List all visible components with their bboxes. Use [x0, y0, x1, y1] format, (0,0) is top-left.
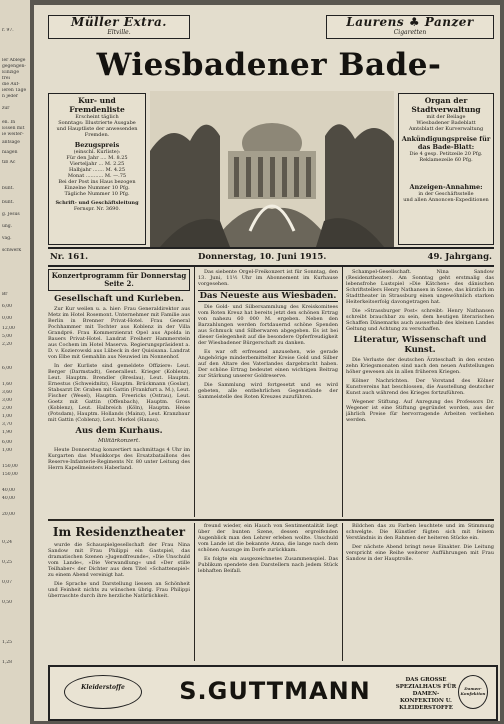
margin-number: 3,70: [2, 422, 13, 427]
ad-guttmann: [48, 665, 498, 721]
margin-fragment: niagen: [2, 150, 18, 155]
margin-number: 40,00: [2, 488, 15, 493]
price-line: Vierteljahr ... M. 2.25: [69, 161, 125, 167]
margin-fragment: schwerk: [2, 248, 22, 253]
section-heading: Das Neueste aus Wiesbaden.: [199, 291, 337, 301]
margin-number: 150,00: [2, 464, 18, 469]
info-line: Erscheint täglich: [75, 114, 119, 120]
ad-mueller-extra: [48, 15, 190, 39]
ad-guttmann-tagline: DAS GROSSE SPEZIALHAUS FÜR DAMEN-KONFEKTION U. KLEIDERSTOFFE: [395, 677, 457, 711]
margin-number: 20,00: [2, 512, 15, 517]
margin-number: Br: [2, 292, 8, 297]
paragraph: wurde die Schauspielgesellschaft der Frau Nina Sandow mit Frau Philippi ein Gastspiel, das dramatischen Szenen »Jugendfreunde«, »Die Unschuld vom Lande«, »Die Verwandlung« und »Der stille Teilhaber« der Dichter aus dem Titel »Schattenspiel« zu einem Abend vereinigt hat.: [48, 542, 190, 578]
theater-heading: Im Residenztheater: [52, 525, 186, 539]
info-line: Sonntags: Illustrierte Ausgabe: [58, 120, 136, 126]
section-heading: Gesellschaft und Kurleben.: [54, 294, 184, 304]
margin-number: 1,90: [2, 430, 13, 435]
margin-number: 3,00: [2, 398, 13, 403]
price-line: Einzelne Nummer 10 Pfg.: [64, 185, 130, 191]
margin-number: 0,25: [2, 560, 13, 565]
margin-fragment: ieren Tage: [2, 88, 27, 93]
paragraph: Die Sprache und Darstellung liessen an Schönheit und Feinheit nichts zu wünschen übrig. Frau Philippi überraschte durch ihre herzliche Natürlichkeit.: [48, 581, 190, 599]
margin-number: 6,00: [2, 304, 13, 309]
newspaper-page: [34, 5, 500, 721]
theater-col-1: [48, 523, 190, 661]
kurhaus-illustration: [150, 91, 394, 247]
paragraph: Es war oft erfreuend anzusehen, wie gerade Angehörige minderbemittelter Kreise Gold und Silber auf den Altare des Vaterlandes dargebracht haben. Der schöne Ertrag bedeutet einen wichtigen Beitrag zur Stärkung unserer Goldreserve.: [198, 349, 338, 379]
paragraph: Zur Kur weilen u. a. hier: Frau Generaldirektor aus Metz im Hotel Rosemont. Unternehmer mit Familie aus Berlin in Brenner Privat-Hotel. Frau General Pochhammer mit Tochter aus Koblenz in der Villa Grandpré. Frau Kommerzienrat Opel aus Apolda in Bauers Privat-Hotel. Landrat Freiherr Hammerstein aus Cochem im Hotel Maserva. Regierungspräsident a. D. v. Kozierowski aus Lübeck in der Quisisana. Landrat von Elbe mit Gemahlin aus Neuwied im Nonnenhof.: [48, 306, 190, 360]
ad-left-oval: Kleiderstoffe: [64, 675, 142, 709]
margin-number: 2,00: [2, 406, 13, 411]
annahme-title: Anzeigen-Annahme:: [409, 183, 483, 191]
paragraph: Die Verluste der deutschen Ärzteschaft in den ersten zehn Kriegsmonaten sind nach den neuen Aufstellungen höher gewesen als in allen früheren Kriegen.: [346, 357, 494, 375]
margin-number: 3,60: [2, 390, 13, 395]
paragraph: Schampel-Gesellschaft. Nina Sandow (Residenztheater). Am Sonntag geht erstmalig das lebensfrohe Lustspiel »Die Kätchen« des dänischen Schriftstellers Henry Nathansen in Szene, das kürzlich im Stadttheater in Strassburg einen ungewöhnlich starken Heiterkeitserfolg davongetragen hat.: [346, 269, 494, 305]
margin-fragment: bunt.: [2, 186, 14, 191]
ad-right-oval: Damen-Konfektion: [458, 675, 488, 709]
margin-fragment: bunt.: [2, 200, 14, 205]
margin-fragment: r. 97.: [2, 28, 14, 33]
issue-date: Donnerstag, 10. Juni 1915.: [198, 252, 327, 262]
margin-number: 40,00: [2, 496, 15, 501]
margin-number: 1,00: [2, 414, 13, 419]
ad-laurens-sub: Cigaretten: [393, 29, 427, 36]
price-line: Die 4 gesp. Petitzeile 20 Pfg.: [409, 151, 483, 157]
paragraph: Das siebente Orgel-Freikonzert ist für Sonntag, den 13. Juni, 11½ Uhr im Abonnement im Kurhause vorgesehen.: [198, 269, 338, 287]
paragraph: Die Sammlung wird fortgesetzt und es wird gebeten, alle entbehrlichen Gegenstände der Sammelstelle des Roten Kreuzes zuzuführen.: [198, 382, 338, 400]
column-gesellschaft: [48, 269, 190, 517]
paragraph: Der nächste Abend bringt neue Einakter. Die Leitung verspricht eine Reihe weiterer Aufführungen mit Frau Sandow in der Hauptrolle.: [346, 544, 494, 562]
margin-fragment: Einzige: [2, 70, 19, 75]
konzertprogramm-head: Konzertprogramm für Donnerstag Seite 2.: [48, 269, 190, 291]
price-line: Fernspr. Nr. 3690.: [73, 206, 121, 212]
price-line: Für den Jahr .... M. 8.25: [66, 155, 128, 161]
margin-number: 2,20: [2, 342, 13, 347]
masthead-title: Wiesbadener Bade-: [96, 47, 442, 83]
info-line: Wiesbadener Badeblatt: [416, 120, 476, 126]
column-rule: [342, 267, 343, 517]
ad-mueller-name: Müller Extra.: [71, 15, 167, 29]
issue-year: 49. Jahrgang.: [427, 252, 492, 262]
price-line: (einschl. Kurliste):: [73, 149, 121, 155]
info-box-stadtverwaltung: [398, 93, 494, 245]
margin-fragment: ler Ablege: [2, 58, 26, 63]
ad-guttmann-name: S.GUTTMANN: [179, 677, 371, 705]
column-rule: [342, 523, 343, 661]
theater-col-3: [346, 523, 494, 661]
margin-number: 0,50: [2, 600, 13, 605]
price-title: Bezugspreis: [74, 141, 120, 149]
info-box-title: Kur- und Fremdenliste: [69, 96, 125, 114]
margin-number: 0,24: [2, 540, 13, 545]
ad-mueller-sub: Eltville.: [107, 29, 131, 36]
price-line: Schrift- und Geschäftsleitung: [55, 200, 139, 206]
column-rule: [194, 267, 195, 517]
ad-laurens-name: Laurens ♣ Panzer: [346, 15, 474, 29]
margin-fragment: antsäge: [2, 140, 20, 145]
column-literatur: [346, 269, 494, 517]
margin-fragment: tiß Ac: [2, 160, 16, 165]
column-neueste: [198, 269, 338, 517]
info-line: mit der Beilage: [426, 114, 466, 120]
margin-number: 150,00: [2, 472, 18, 477]
price-title: Ankündigungspreise für das Bade-Blatt:: [401, 135, 491, 151]
margin-number: 5,00: [2, 334, 13, 339]
margin-number: 1,60: [2, 382, 13, 387]
issue-dateline: [48, 247, 494, 267]
margin-fragment: frei: [2, 76, 10, 81]
info-line: und Hauptliste der anwesenden Fremden.: [56, 126, 138, 138]
info-box-title: Organ der Stadtverwaltung: [411, 96, 481, 114]
section-heading: Literatur, Wissenschaft und Kunst.: [353, 335, 487, 355]
section-rule: [48, 519, 494, 521]
margin-fragment: die Auf-: [2, 82, 20, 87]
theater-col-2: [198, 523, 338, 661]
margin-number: 12,00: [2, 326, 15, 331]
margin-number: 1,28: [2, 660, 13, 665]
paragraph: Die Gold- und Silbersammlung des Kreiskomitees vom Roten Kreuz hat bereits jetzt den schönen Ertrag von nahezu 60 000 M. ergeben. Neben den Barzahlungen werden fortdauernd schöne Spenden aus Schmuck und Silberwaren abgegeben. Es ist bei dieser Gelegenheit auf die besondere Opferfreudigkeit der Wiesbadener Bürgerschaft zu danken.: [198, 304, 338, 346]
margin-fragment: n jeder: [2, 94, 19, 99]
margin-fragment: ung.: [2, 224, 13, 229]
paragraph: Bildchen das zu Farben leuchtete und im Stimmung schwelgte. Die Künstler fügten sich mit feinem Verständnis in den Rahmen der heiteren Stücke ein.: [346, 523, 494, 541]
paragraph: Wegener Stiftung. Auf Anregung des Professors Dr. Wegener ist eine Stiftung gegründet worden, aus der jährlich Preise für hervorragende Arbeiten verliehen werden.: [346, 399, 494, 423]
margin-number: 0,00: [2, 316, 13, 321]
margin-fragment: vag.: [2, 236, 12, 241]
paragraph: freund wieder, ein Hauch von Sentimentalität liegt über der bunten Szene, dessen ergreifenden Augenblick man den Lehrer erleben wollte. Unschuld vom Lande ist die bekannte Anna, die lange nach dem schönen Auszuge im Dorfe zurückkam.: [198, 523, 338, 553]
margin-fragment: Essen mit: [2, 126, 25, 131]
issue-number: Nr. 161.: [50, 252, 89, 262]
adjacent-page-strip: [0, 0, 30, 724]
section-heading: Aus dem Kurhaus.: [75, 426, 163, 436]
margin-number: 6,00: [2, 366, 13, 371]
column-rule: [194, 523, 195, 661]
margin-fragment: gegengen-: [2, 64, 26, 69]
annahme-line: und allen Annoncen-Expeditionen: [403, 197, 489, 203]
info-box-kurliste: [48, 93, 146, 245]
margin-number: 1,25: [2, 640, 13, 645]
paragraph: Die »Strassburger Post« schreibt: Henry Nathansen schreibt brauchbar zu sein, dem heutigen literarischen Schaffen Dänemarks auch ausserhalb des kleinen Landes Geltung und Achtung zu verschaffen.: [346, 308, 494, 332]
margin-number: 0,07: [2, 580, 13, 585]
annahme-line: in der Geschäftsstelle: [418, 191, 474, 197]
paragraph: Kölner Nachrichten. Der Vorstand des Kölner Kunstvereins hat beschlossen, die Ausstellung deutscher Kunst auch während des Krieges fortzuführen.: [346, 378, 494, 396]
ad-laurens-panzer: [326, 15, 494, 39]
paragraph: Es folgte ein ausgezeichnetes Zusammenspiel. Das Publikum spendete den Darstellern nach jedem Stück lebhaften Beifall.: [198, 556, 338, 574]
margin-fragment: g. Jesus: [2, 212, 20, 217]
paragraph: In der Kurliste sind gemeldete Offiziere: Leut. Berger (Darmstadt), Generalleut. Krieger (Koblenz), Leut. Hauptm. Brendler (Breslau), Leut. Hauptm. Ernestus (Schweidnitz), Hauptm. Brückmann (Goslar), Stabsarzt Dr. Graben mit Gattin (Frankfurt a. M.), Leut. Fischer (Wesel), Hauptm. Freericks (Ostrau), Leut. Goetz mit Gattin (Offenbach), Hauptm. Gross (Koblenz), Leut. Halbreich (Köln), Hauptm. Heise (Potsdam), Hauptm. Hollands (Mainz), Leut. Kranzbaur mit Gattin (Coblenz), Leut. Merkel (Hanau).: [48, 363, 190, 423]
paragraph: Heute Donnerstag konzertiert nachmittags 4 Uhr im Kurgarten das Musikkorps des Ersatzbataillons des Reserve-Infanterie-Regiments Nr. 80 unter Leitung des Herrn Kapellmeisters Haberland.: [48, 447, 190, 471]
margin-fragment: zur: [2, 106, 10, 111]
price-line: Halbjahr ....... M. 4.25: [68, 167, 126, 173]
info-line: Amtsblatt der Kurverwaltung: [408, 126, 484, 132]
margin-number: 1,00: [2, 448, 13, 453]
price-line: Tägliche Nummer 10 Pfg.: [64, 191, 130, 197]
price-line: Bei der Post ins Haus bezogen: [58, 179, 136, 185]
price-line: Monat ........... M. —.75: [67, 173, 127, 179]
margin-fragment: en. In: [2, 120, 16, 125]
margin-number: 6,00: [2, 440, 13, 445]
margin-fragment: ie weiter-: [2, 132, 24, 137]
section-subheading: Militärkonzert.: [98, 438, 140, 444]
price-line: Reklamezeile 60 Pfg.: [419, 157, 473, 163]
